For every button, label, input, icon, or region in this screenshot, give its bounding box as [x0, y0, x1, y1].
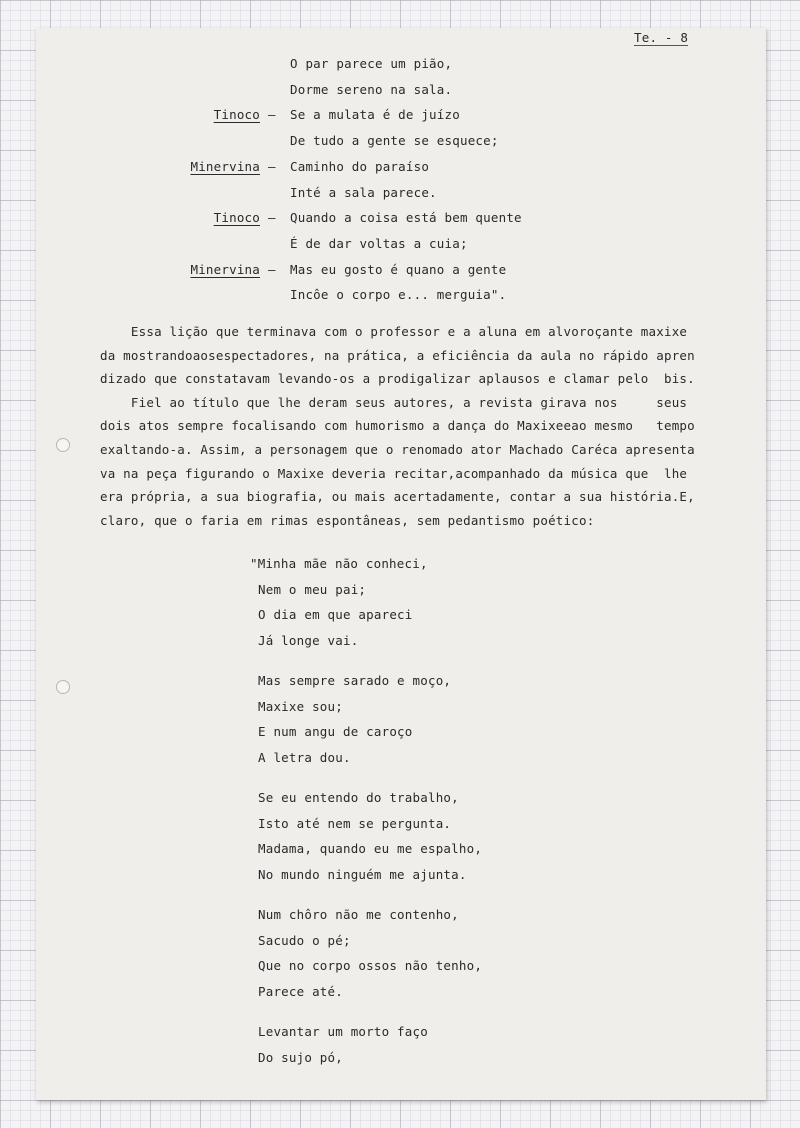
prose-line: claro, que o faria em rimas espontâneas, sem pedantismo poético: — [100, 512, 595, 528]
prose-line: Essa lição que terminava com o professor e a aluna em alvoroçante maxixe — [100, 324, 688, 339]
speaker-label: Minervina — [190, 158, 260, 174]
poem-line: A letra dou. — [258, 749, 351, 765]
poem-line: Madama, quando eu me espalho, — [258, 841, 483, 856]
poem-line: Já longe vai. — [258, 632, 359, 648]
punch-hole — [56, 438, 70, 452]
poem-line: Parece até. — [258, 983, 343, 999]
prose-line: va na peça figurando o Maxixe deveria recitar,acompanhado da música que lhe — [100, 465, 688, 481]
speaker-dash: — — [268, 158, 276, 174]
dialogue-line: Inté a sala parece. — [290, 184, 437, 200]
poem-line: "Minha mãe não conheci, — [250, 556, 428, 571]
dialogue-line: Mas eu gosto é quano a gente — [290, 261, 507, 277]
poem-line: Que no corpo ossos não tenho, — [258, 958, 483, 973]
speaker-label: Minervina — [190, 261, 260, 277]
prose-line: da mostrandoaosespectadores, na prática, a eficiência da aula no rápido apren — [100, 347, 695, 363]
speaker-name — [130, 262, 260, 277]
poem-line: O dia em que apareci — [258, 607, 413, 622]
speaker-label: Tinoco — [213, 210, 260, 226]
dialogue-line: Incôe o corpo e... merguia". — [290, 287, 507, 303]
dialogue-line: Caminho do paraíso — [290, 158, 430, 174]
poem-line: Levantar um morto faço — [258, 1024, 428, 1039]
poem-line: Se eu entendo do trabalho, — [258, 790, 459, 805]
poem-line: E num angu de caroço — [258, 724, 413, 739]
page-number: Te. - 8 — [634, 30, 689, 45]
speaker-dash: — — [268, 261, 276, 277]
speaker-dash: — — [268, 107, 276, 123]
prose-line: exaltando-a. Assim, a personagem que o renomado ator Machado Caréca apresenta — [100, 442, 695, 457]
speaker-name — [130, 159, 260, 174]
dialogue-line: Quando a coisa está bem quente — [290, 210, 522, 226]
speaker-label: Tinoco — [213, 107, 260, 123]
dialogue-line: De tudo a gente se esquece; — [290, 133, 499, 149]
speaker-dash: — — [268, 210, 276, 226]
dialogue-line: Dorme sereno na sala. — [290, 81, 453, 97]
poem-line: Num chôro não me contenho, — [258, 907, 459, 922]
poem-line: Sacudo o pé; — [258, 932, 351, 948]
prose-line: dois atos sempre focalisando com humorismo a dança do Maxixeeao mesmo tempo — [100, 418, 695, 434]
poem-line: No mundo ninguém me ajunta. — [258, 866, 467, 882]
poem-line: Do sujo pó, — [258, 1049, 343, 1065]
poem-line: Mas sempre sarado e moço, — [258, 673, 452, 688]
prose-line: dizado que constatavam levando-os a prodigalizar aplausos e clamar pelo bis. — [100, 371, 695, 387]
typewritten-page — [36, 28, 766, 1100]
dialogue-line: É de dar voltas a cuia; — [290, 235, 468, 251]
dialogue-line: Se a mulata é de juízo — [290, 107, 460, 123]
prose-line: Fiel ao título que lhe deram seus autores, a revista girava nos seus — [100, 394, 688, 410]
speaker-name — [130, 210, 260, 225]
punch-hole — [56, 680, 70, 694]
prose-line: era própria, a sua biografia, ou mais acertadamente, contar a sua história.E, — [100, 489, 695, 505]
poem-line: Isto até nem se pergunta. — [258, 815, 452, 831]
speaker-name — [130, 107, 260, 122]
dialogue-line: O par parece um pião, — [290, 56, 453, 71]
poem-line: Maxixe sou; — [258, 698, 343, 714]
poem-line: Nem o meu pai; — [258, 581, 367, 597]
